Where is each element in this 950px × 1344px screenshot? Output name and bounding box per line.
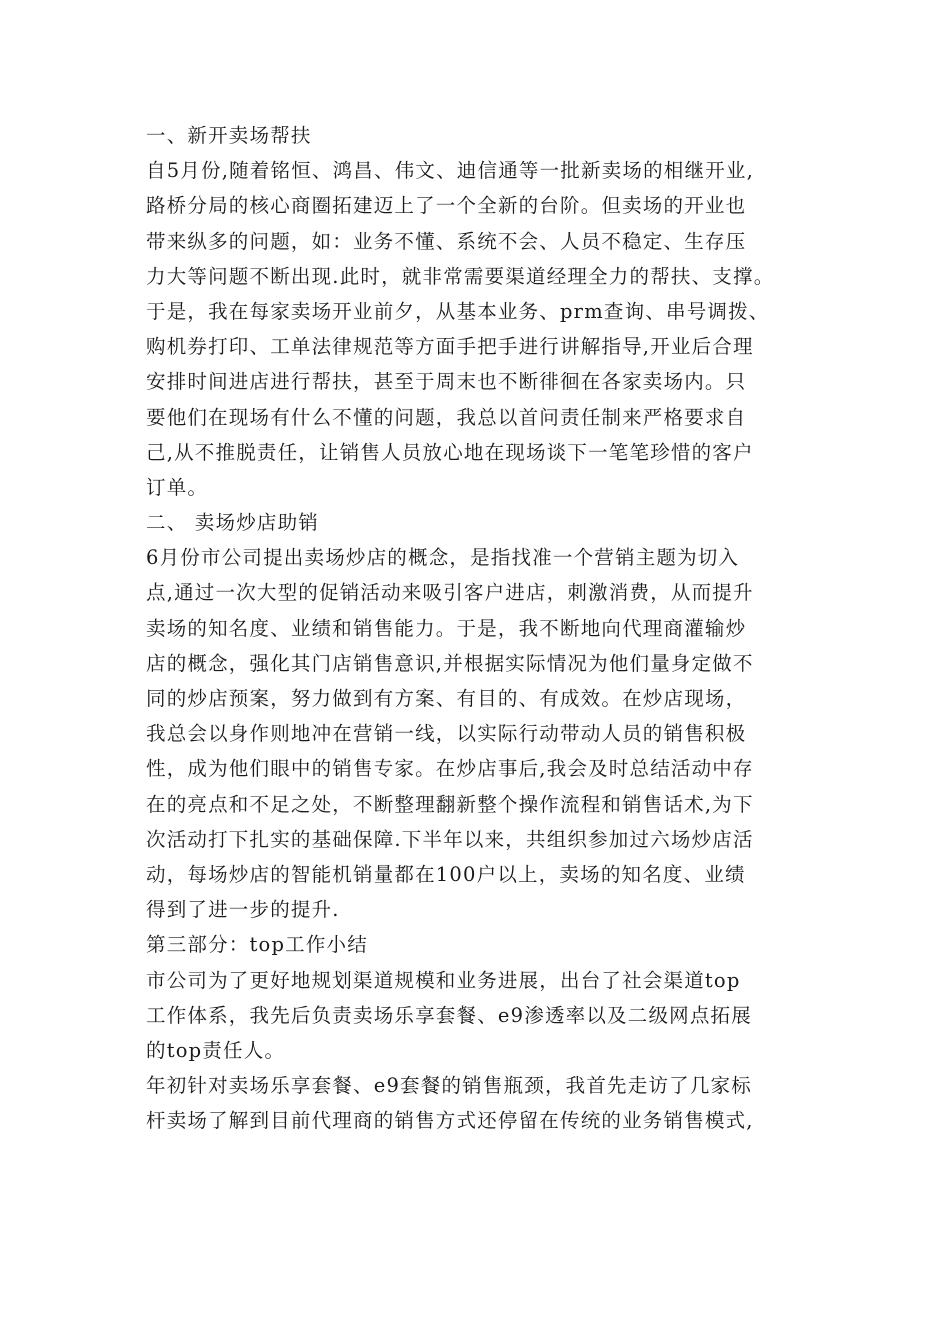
document-body [146, 118, 826, 1138]
text-line: 动，每场炒店的智能机销量都在100户以上，卖场的知名度、业绩 [146, 862, 746, 886]
text-line: 市公司为了更好地规划渠道规模和业务进展，出台了社会渠道top [146, 968, 741, 992]
text-line: 得到了进一步的提升. [146, 898, 340, 922]
text-line: 带来纵多的问题，如：业务不懂、系统不会、人员不稳定、生存压 [146, 229, 747, 253]
text-line: 订单。 [146, 475, 209, 499]
text-line: 次活动打下扎实的基础保障.下半年以来，共组织参加过六场炒店活 [146, 827, 754, 851]
heading-new-store-support: 一、新开卖场帮扶 [146, 124, 312, 147]
text-line: 要他们在现场有什么不懂的问题，我总以首问责任制来严格要求自 [146, 405, 747, 429]
heading-store-promotion: 二、 卖场炒店助销 [146, 511, 319, 535]
text-line: 自5月份,随着铭恒、鸿昌、伟文、迪信通等一批新卖场的相继开业, [146, 159, 755, 183]
text-line: 店的概念，强化其门店销售意识,并根据实际情况为他们量身定做不 [146, 651, 754, 675]
text-line: 路桥分局的核心商圈拓建迈上了一个全新的台阶。但卖场的开业也 [146, 194, 747, 218]
text-line: 力大等问题不断出现.此时，就非常需要渠道经理全力的帮扶、支撑。 [146, 264, 775, 288]
text-line: 6月份市公司提出卖场炒店的概念，是指找准一个营销主题为切入 [146, 546, 740, 570]
text-line: 的top责任人。 [146, 1038, 286, 1062]
text-line: 安排时间进店进行帮扶，甚至于周末也不断徘徊在各家卖场内。只 [146, 370, 747, 394]
heading-part-three: 第三部分：top工作小结 [146, 933, 368, 957]
text-line: 杆卖场了解到目前代理商的销售方式还停留在传统的业务销售模式, [146, 1109, 754, 1133]
text-line: 点,通过一次大型的促销活动来吸引客户进店，刺激消费，从而提升 [146, 581, 754, 605]
text-line: 同的炒店预案，努力做到有方案、有目的、有成效。在炒店现场， [146, 687, 747, 710]
text-line: 己,从不推脱责任，让销售人员放心地在现场谈下一笔笔珍惜的客户 [146, 440, 754, 464]
text-line: 于是，我在每家卖场开业前夕，从基本业务、prm查询、串号调拨、 [146, 299, 770, 323]
text-line: 我总会以身作则地冲在营销一线，以实际行动带动人员的销售积极 [146, 722, 747, 746]
text-line: 购机券打印、工单法律规范等方面手把手进行讲解指导,开业后合理 [146, 335, 754, 359]
text-line: 卖场的知名度、业绩和销售能力。于是，我不断地向代理商灌输炒 [146, 616, 747, 640]
text-line: 性，成为他们眼中的销售专家。在炒店事后,我会及时总结活动中存 [146, 757, 754, 781]
text-line: 年初针对卖场乐享套餐、e9套餐的销售瓶颈，我首先走访了几家标 [146, 1074, 752, 1098]
text-line: 在的亮点和不足之处，不断整理翻新整个操作流程和销售话术,为下 [146, 792, 754, 816]
text-line: 工作体系，我先后负责卖场乐享套餐、e9渗透率以及二级网点拓展 [146, 1003, 752, 1027]
